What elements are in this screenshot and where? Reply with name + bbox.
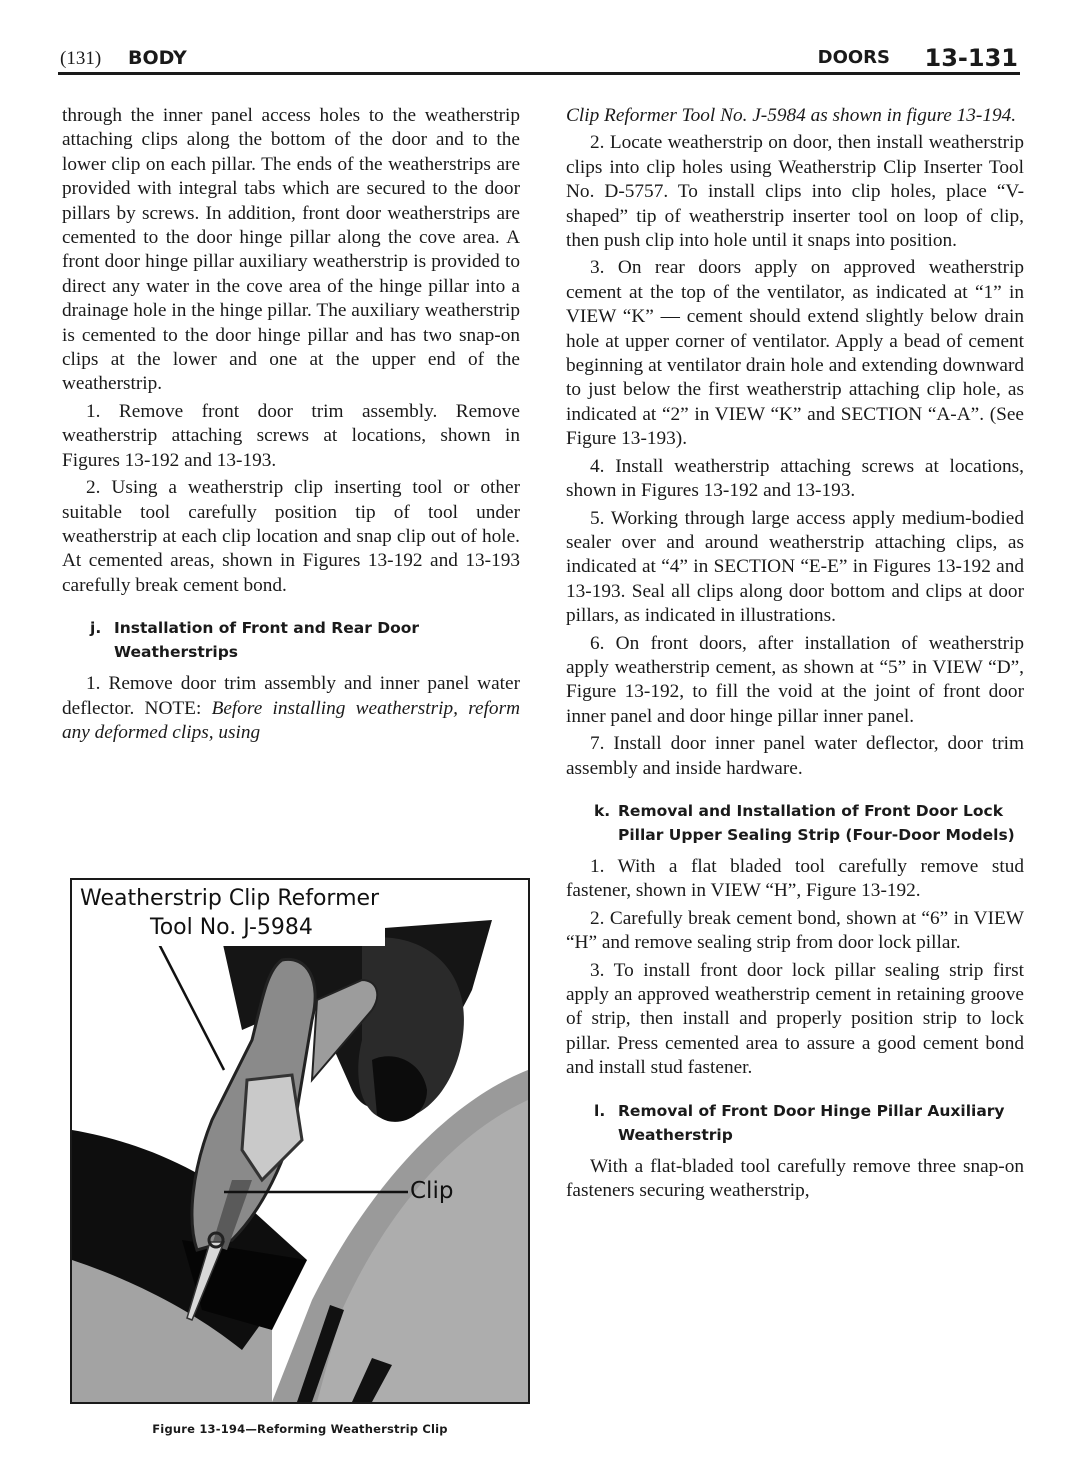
tool-callout-line2: Tool No. J-5984 [150,915,313,940]
removal-step-1: 1. Remove front door trim assembly. Remove weatherstrip attaching screws at locations, shown in Figures 13-192 and 13-193. [62,400,520,471]
install-step-7: 7. Install door inner panel water deflector, door trim assembly and inside hardware. [566,733,1024,779]
note-continuation [566,104,1024,128]
section-title: BODY [128,47,187,69]
section-l-title: Removal of Front Door Hinge Pillar Auxiliary Weatherstrip [618,1101,1005,1144]
section-j-title: Installation of Front and Rear Door Weatherstrips [114,619,420,662]
install-step-2: 2. Locate weatherstrip on door, then install weatherstrip clips into clip holes using Weatherstrip Clip Inserter Tool No. D-5757. To install clips into clip holes, place “V-shaped” tip of weatherstrip inserter tool on loop of clip, then push clip into hole until it snaps into position. [566,132,1024,252]
section-j-heading [62,616,520,664]
install-step-5: 5. Working through large access apply medium-bodied sealer over and around weatherstrip attaching clips, as indicated at “4” in SECTION “E-E” in Figures 13-192 and 13-193. Seal all clips along door bottom and clips at door pillars, as indicated in illustrations. [566,507,1024,627]
page-number: (131) [60,48,102,69]
install-step-3: 3. On rear doors apply on approved weatherstrip cement at the top of the ventilator, as indicated at “1” in VIEW “K” — cement should extend slightly below drain hole at upper corner of ventilator. Apply a bead of cement beginning at ventilator drain hole and extending downward to just below the first weatherstrip attaching clip hole, as indicated at “2” in VIEW “K” and SECTION “A-A”. (See Figure 13-193). [566,257,1024,450]
install-step-4: 4. Install weatherstrip attaching screws at locations, shown in Figures 13-192 and 13-193. [566,455,1024,502]
install-step-1-text: 1. Remove door trim assembly and inner panel water deflector. NOTE: [62,673,520,719]
figure-13-194 [70,878,530,1404]
install-step-1-note: Before installing weatherstrip, reform any deformed clips, using [62,697,520,743]
removal-step-2: 2. Using a weatherstrip clip inserting tool or other suitable tool carefully position tip of tool under weatherstrip at each clip location and snap clip out of hole. At cemented areas, shown in Figures 13-192 and 13-193 carefully break cement bond. [62,477,520,596]
install-step-6: 6. On front doors, after installation of weatherstrip apply weatherstrip cement, as shown at “5” in VIEW “D”, Figure 13-192, to fill the void at the joint of front door inner panel and door hinge pillar inner panel. [566,632,1024,727]
note-continuation-text: Clip Reformer Tool No. J-5984 as shown in figure 13-194. [566,105,1017,126]
right-column [566,104,1024,1203]
page-header [60,44,1018,74]
intro-paragraph: through the inner panel access holes to the weatherstrip attaching clips along the bottom of the door and to the lower clip on each pillar. The ends of the weatherstrips are provided with integral tabs which are secured to the door pillars by screws. In addition, front door weatherstrips are cemented to the door hinge pillar along the cove area. A front door hinge pillar auxiliary weatherstrip is provided to direct any water in the cove area of the hinge pillar into a drainage hole in the hinge pillar. The auxiliary weatherstrip is cemented to the door hinge pillar and has two snap-on clips at the lower and one at the upper end of the weatherstrip. [62,105,520,395]
sealing-strip-step-2: 2. Carefully break cement bond, shown at “6” in VIEW “H” and remove sealing strip from door lock pillar. [566,907,1024,954]
section-k-heading [566,799,1024,847]
section-j-letter: j. [90,619,102,638]
install-step-1 [62,672,520,745]
clip-callout-label: Clip [410,1178,454,1204]
section-k-letter: k. [594,801,611,820]
sealing-strip-step-3: 3. To install front door lock pillar sealing strip first apply an approved weatherstrip cement in retaining groove of strip, then install and properly position strip to lock pillar. Press cemented area to assure a good cement bond and install stud fastener. [566,959,1024,1079]
auxiliary-weatherstrip-step: With a flat-bladed tool carefully remove three snap-on fasteners securing weatherstrip, [566,1155,1024,1202]
header-rule [58,72,1020,75]
figure-caption: Figure 13-194—Reforming Weatherstrip Clip [152,1422,448,1436]
chapter-title: DOORS [817,47,890,68]
clip-reformer-photo [72,880,528,1402]
left-column [62,104,520,745]
tool-callout-label [78,884,385,946]
page-reference: 13-131 [924,44,1018,72]
section-k-title: Removal and Installation of Front Door Lock Pillar Upper Sealing Strip (Four-Door Models) [618,801,1015,844]
tool-callout-line1: Weatherstrip Clip Reformer [80,886,380,911]
section-l-letter: l. [594,1101,606,1120]
section-l-heading [566,1099,1024,1147]
sealing-strip-step-1: 1. With a flat bladed tool carefully remove stud fastener, shown in VIEW “H”, Figure 13-192. [566,855,1024,902]
